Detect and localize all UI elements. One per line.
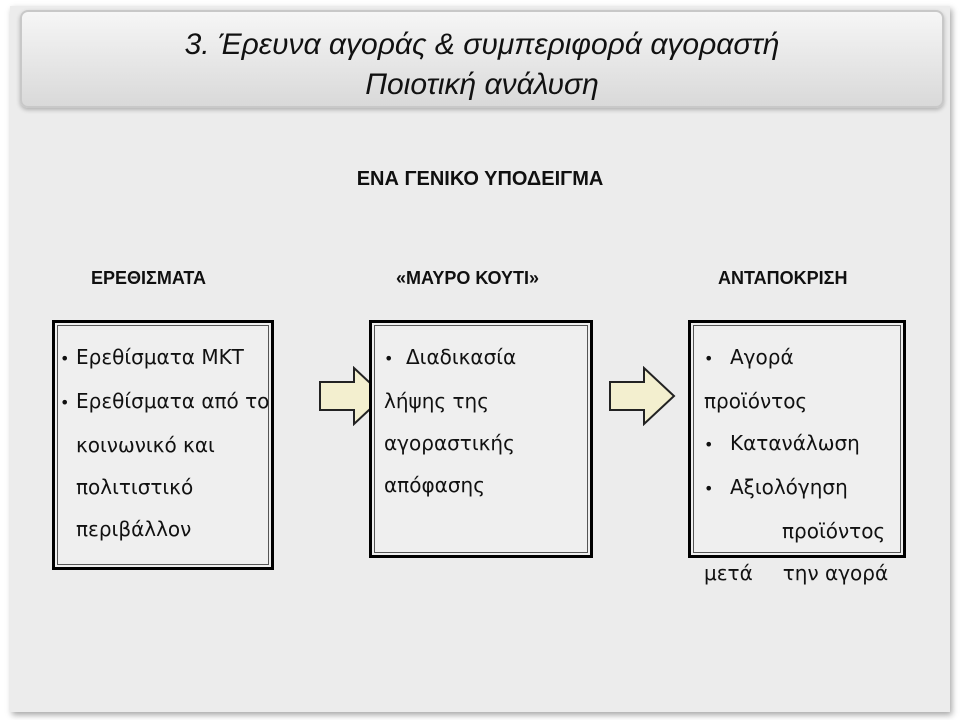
arrow-right-icon bbox=[608, 366, 678, 426]
stimuli-item-environment-line4: περιβάλλον bbox=[76, 517, 192, 541]
stimuli-text bbox=[60, 336, 269, 550]
stimuli-heading: ΕΡΕΘΙΣΜΑΤΑ bbox=[91, 268, 206, 288]
stimuli-item-environment-line3: πολιτιστικό bbox=[76, 475, 194, 499]
black-box-item-process-line2: λήψης της bbox=[384, 389, 489, 413]
response-item-purchase-line2: προϊόντος bbox=[704, 389, 808, 413]
stimuli-item-environment: Ερεθίσματα από το bbox=[76, 389, 270, 413]
response-item-evaluation-line4: την αγορά bbox=[782, 561, 889, 585]
black-box-item-process: Διαδικασία bbox=[406, 345, 517, 369]
black-box-item-process-line4: απόφασης bbox=[384, 473, 485, 497]
bullet-icon: • bbox=[704, 435, 714, 454]
model-heading: ΕΝΑ ΓΕΝΙΚΟ ΥΠΟΔΕΙΓΜΑ bbox=[356, 168, 604, 190]
bullet-icon: • bbox=[704, 349, 714, 368]
response-heading: ΑΝΤΑΠΟΚΡΙΣΗ bbox=[718, 268, 848, 288]
title-bar bbox=[20, 10, 944, 108]
black-box-heading: «ΜΑΥΡΟ ΚΟΥΤΙ» bbox=[396, 268, 540, 288]
response-item-evaluation-line2: προϊόντος bbox=[782, 519, 886, 543]
slide-title: 3. Έρευνα αγοράς & συμπεριφορά αγοραστή bbox=[184, 28, 780, 61]
slide-subtitle: Ποιοτική ανάλυση bbox=[365, 68, 599, 101]
bullet-icon: • bbox=[384, 349, 394, 368]
response-item-evaluation-line3: μετά bbox=[704, 561, 753, 585]
stimuli-item-environment-line2: κοινωνικό και bbox=[76, 433, 215, 457]
response-item-consumption: Κατανάλωση bbox=[730, 431, 860, 455]
response-item-evaluation: Αξιολόγηση bbox=[730, 475, 848, 499]
black-box-item-process-line3: αγοραστικής bbox=[384, 431, 515, 455]
response-item-purchase: Αγορά bbox=[730, 345, 794, 369]
bullet-icon: • bbox=[704, 479, 714, 498]
response-text bbox=[704, 336, 888, 594]
black-box-text bbox=[384, 336, 516, 506]
bullet-icon: • bbox=[60, 349, 70, 368]
bullet-icon: • bbox=[60, 393, 70, 412]
stimuli-item-mkt: Ερεθίσματα ΜΚΤ bbox=[76, 345, 244, 369]
